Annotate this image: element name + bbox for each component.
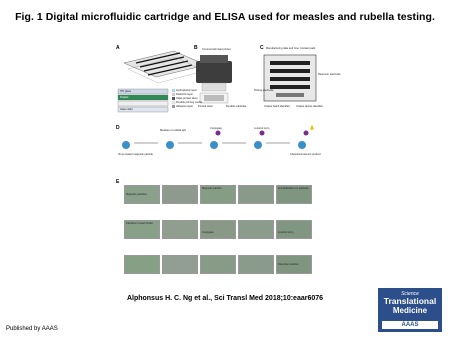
panel-b-artwork <box>196 55 232 103</box>
panel-d-label-3: Conjugate <box>210 127 222 130</box>
panel-a-legend-4: Flexible printing media <box>176 101 202 104</box>
panel-e-cell-14 <box>238 255 274 274</box>
panel-e-cell-8 <box>200 220 236 239</box>
logo-line-1: Science <box>401 291 419 297</box>
panel-e-caption-5: Conjugate <box>202 231 214 234</box>
panel-e-cell-13 <box>200 255 236 274</box>
panel-e-cell-12 <box>162 255 198 274</box>
panel-c-label-2: Contact pads <box>300 47 316 50</box>
panel-c-letter: C <box>260 45 264 51</box>
panel-b-label-3: Flexible substrate <box>226 105 247 108</box>
logo-aaas-bar: AAAS <box>382 321 438 329</box>
panel-c-label-5: Unique batch identifier <box>264 105 290 108</box>
panel-a-box-2: Droplet <box>120 96 129 99</box>
panel-e-letter: E <box>116 179 120 185</box>
panel-a-legend-3: Inkjet-printed silver <box>176 97 198 100</box>
logo-line-2: Translational <box>383 296 437 306</box>
panel-d-label-2: Measles or rubella IgG <box>160 129 187 132</box>
panel-c-artwork <box>264 55 316 101</box>
figure-title: Fig. 1 Digital microfluidic cartridge and ELISA used for measles and rubella testing. <box>15 11 435 23</box>
figure-composite <box>114 43 341 293</box>
panel-e-cell-9 <box>238 220 274 239</box>
panel-e-caption-9: Detection window <box>278 263 299 266</box>
panel-b-label-2: Printed silver <box>198 105 213 108</box>
panel-a-box-1: ITO glass <box>120 90 132 93</box>
panel-c-label-1: Manufacturing date and time <box>266 47 299 50</box>
panel-e-cell-2 <box>162 185 198 204</box>
logo-line-3: Medicine <box>392 306 428 315</box>
panel-d-label-1: Virus-coated magnetic particle <box>118 153 153 156</box>
stm-logo[interactable] <box>378 288 442 332</box>
panel-c-label-6: Unique device identifier <box>296 105 323 108</box>
panel-e-caption-1: Magnetic particles <box>126 193 147 196</box>
panel-a-legend-5: Adhesive layer <box>176 105 194 108</box>
citation: Alphonsus H. C. Ng et al., Sci Transl Med 2018;10:eaar6076 <box>126 295 324 302</box>
panel-a-letter: A <box>116 45 120 51</box>
published-by: Published by AAAS <box>6 326 58 332</box>
panel-e-cell-10 <box>276 220 312 239</box>
panel-b-label-1: Commercial inkjet printer <box>202 48 231 51</box>
panel-d-letter: D <box>116 125 120 131</box>
panel-e-caption-3: Immobilization on particles <box>278 187 309 190</box>
panel-d-label-4: Luminol H₂O₂ <box>254 127 270 130</box>
panel-a-legend-1: Hydrophobic layer <box>176 89 197 92</box>
panel-e-cell-7 <box>162 220 198 239</box>
panel-c-label-3: Reservoir electrode <box>318 73 341 76</box>
panel-e-cell-4 <box>238 185 274 204</box>
panel-e-cell-11 <box>124 255 160 274</box>
panel-e-caption-6: Luminol H₂O₂ <box>278 231 294 234</box>
panel-b-letter: B <box>194 45 198 51</box>
panel-a-legend-2: Dielectric layer <box>176 93 194 96</box>
panel-d-label-5: Chemiluminescent product <box>290 153 321 156</box>
panel-e-caption-2: Magnetic particle <box>202 187 222 190</box>
panel-a-box-3: Glass slide <box>120 108 133 111</box>
panel-e-caption-4: Particles in wash buffer <box>126 222 153 225</box>
panel-c-label-4: Driving electrode <box>254 89 274 92</box>
